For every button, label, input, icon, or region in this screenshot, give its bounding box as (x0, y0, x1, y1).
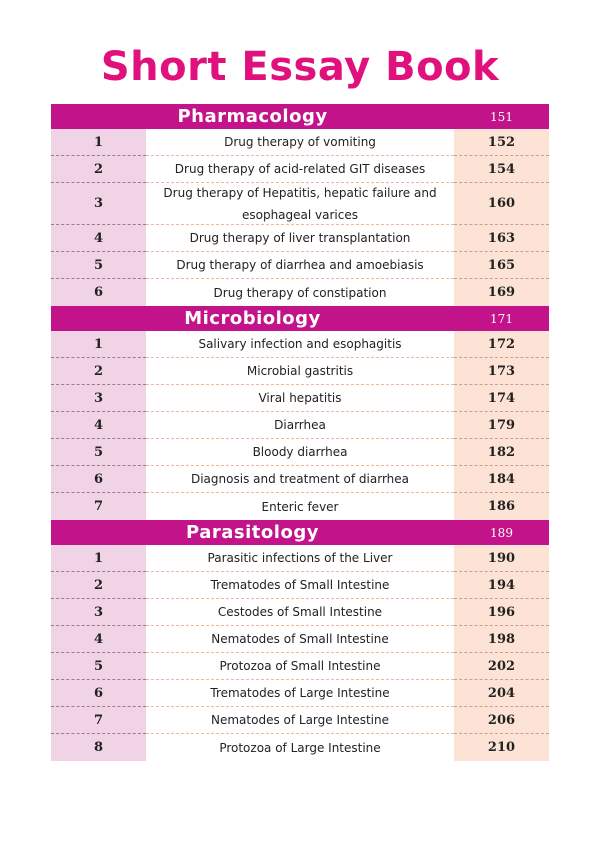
table-row (51, 545, 549, 572)
row-page: 190 (454, 545, 549, 572)
section-header-parasitology (51, 520, 549, 545)
table-row (51, 680, 549, 707)
row-topic: Parasitic infections of the Liver (146, 545, 454, 572)
row-number: 8 (51, 734, 146, 761)
row-page: 196 (454, 599, 549, 626)
row-number: 2 (51, 358, 146, 385)
row-number: 2 (51, 156, 146, 183)
table-row (51, 626, 549, 653)
row-page: 184 (454, 466, 549, 493)
row-page: 194 (454, 572, 549, 599)
row-topic: Drug therapy of Hepatitis, hepatic failure and esophageal varices (146, 183, 454, 225)
table-row (51, 183, 549, 225)
row-topic: Protozoa of Large Intestine (146, 734, 454, 761)
row-number: 1 (51, 331, 146, 358)
row-page: 163 (454, 225, 549, 252)
row-page: 160 (454, 183, 549, 225)
row-topic: Microbial gastritis (146, 358, 454, 385)
row-number: 6 (51, 279, 146, 306)
row-topic: Nematodes of Large Intestine (146, 707, 454, 734)
row-page: 186 (454, 493, 549, 520)
row-topic: Trematodes of Small Intestine (146, 572, 454, 599)
row-page: 152 (454, 129, 549, 156)
row-topic: Nematodes of Small Intestine (146, 626, 454, 653)
section-page: 171 (490, 312, 513, 326)
row-page: 210 (454, 734, 549, 761)
row-number: 3 (51, 183, 146, 225)
row-number: 5 (51, 653, 146, 680)
row-topic: Drug therapy of vomiting (146, 129, 454, 156)
row-page: 172 (454, 331, 549, 358)
row-topic: Cestodes of Small Intestine (146, 599, 454, 626)
page-title: Short Essay Book (100, 44, 500, 90)
table-row (51, 156, 549, 183)
row-page: 204 (454, 680, 549, 707)
table-row (51, 439, 549, 466)
row-topic: Drug therapy of constipation (146, 279, 454, 306)
row-number: 7 (51, 493, 146, 520)
row-number: 2 (51, 572, 146, 599)
row-page: 179 (454, 412, 549, 439)
row-page: 202 (454, 653, 549, 680)
row-topic: Protozoa of Small Intestine (146, 653, 454, 680)
row-topic: Bloody diarrhea (146, 439, 454, 466)
row-number: 6 (51, 466, 146, 493)
row-number: 4 (51, 626, 146, 653)
section-title: Parasitology (186, 522, 319, 543)
row-number: 4 (51, 225, 146, 252)
row-page: 165 (454, 252, 549, 279)
table-row (51, 129, 549, 156)
table-row (51, 385, 549, 412)
row-topic: Drug therapy of acid-related GIT diseases (146, 156, 454, 183)
table-of-contents (51, 104, 549, 761)
row-page: 174 (454, 385, 549, 412)
table-row (51, 412, 549, 439)
table-row (51, 331, 549, 358)
row-number: 1 (51, 129, 146, 156)
table-row (51, 358, 549, 385)
row-number: 1 (51, 545, 146, 572)
section-page: 151 (490, 110, 513, 124)
table-row (51, 493, 549, 520)
section-title: Microbiology (184, 308, 321, 329)
row-number: 3 (51, 385, 146, 412)
row-topic: Drug therapy of liver transplantation (146, 225, 454, 252)
row-topic: Trematodes of Large Intestine (146, 680, 454, 707)
row-topic: Diarrhea (146, 412, 454, 439)
row-topic: Diagnosis and treatment of diarrhea (146, 466, 454, 493)
row-page: 154 (454, 156, 549, 183)
table-row (51, 707, 549, 734)
table-row (51, 279, 549, 306)
table-row (51, 466, 549, 493)
section-page: 189 (490, 526, 513, 540)
table-row (51, 734, 549, 761)
row-number: 6 (51, 680, 146, 707)
row-page: 173 (454, 358, 549, 385)
table-row (51, 653, 549, 680)
row-number: 5 (51, 439, 146, 466)
row-number: 5 (51, 252, 146, 279)
row-page: 182 (454, 439, 549, 466)
row-number: 3 (51, 599, 146, 626)
section-title: Pharmacology (177, 106, 328, 127)
section-header-microbiology (51, 306, 549, 331)
table-row (51, 599, 549, 626)
row-page: 169 (454, 279, 549, 306)
row-page: 198 (454, 626, 549, 653)
table-row (51, 252, 549, 279)
row-topic: Viral hepatitis (146, 385, 454, 412)
row-page: 206 (454, 707, 549, 734)
row-topic: Drug therapy of diarrhea and amoebiasis (146, 252, 454, 279)
table-row (51, 572, 549, 599)
table-row (51, 225, 549, 252)
row-topic: Enteric fever (146, 493, 454, 520)
section-header-pharmacology (51, 104, 549, 129)
row-number: 7 (51, 707, 146, 734)
row-number: 4 (51, 412, 146, 439)
row-topic: Salivary infection and esophagitis (146, 331, 454, 358)
